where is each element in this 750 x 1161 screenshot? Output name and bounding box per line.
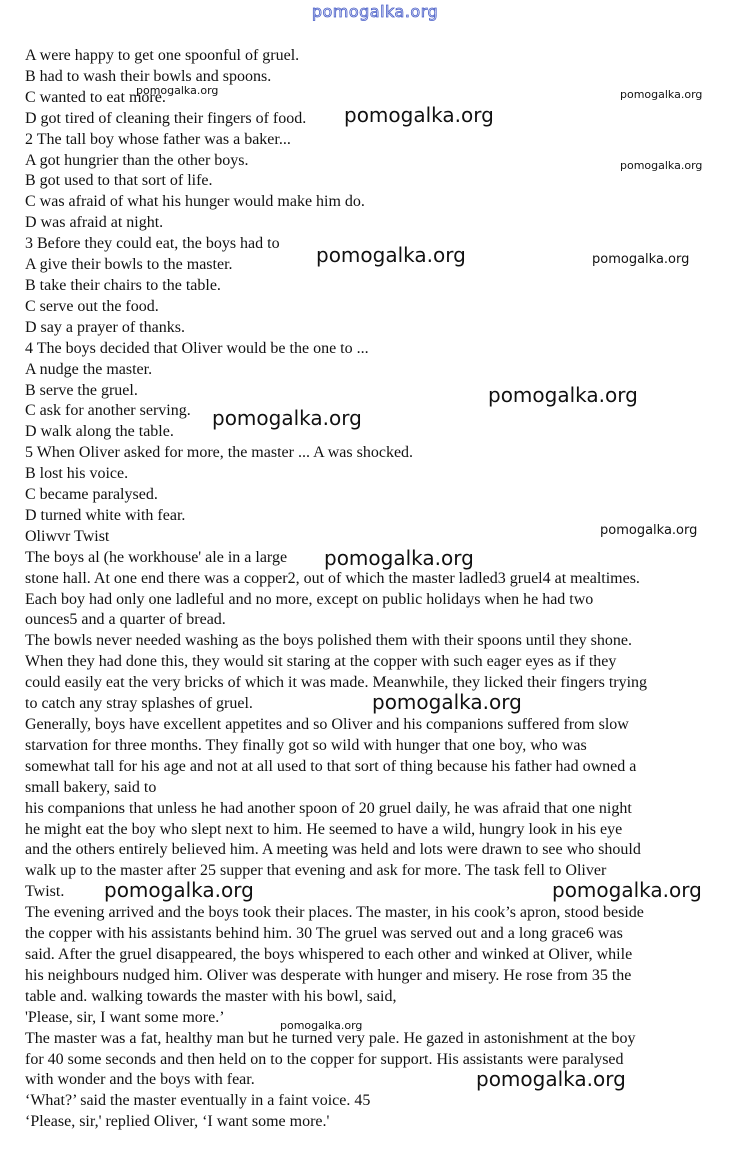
- text-line: and the others entirely believed him. A meeting was held and lots were drawn to see who should: [25, 841, 641, 859]
- watermark: pomogalka.org: [600, 523, 698, 538]
- text-line: A were happy to get one spoonful of gruel.: [25, 47, 300, 64]
- text-line: D was afraid at night.: [25, 214, 164, 232]
- watermark: pomogalka.org: [592, 252, 690, 267]
- text-line: D say a prayer of thanks.: [25, 318, 185, 336]
- text-line: B serve the gruel.: [25, 381, 138, 399]
- text-line: with wonder and the boys with fear.: [25, 1071, 255, 1089]
- text-line: ounces5 and a quarter of bread.: [25, 611, 226, 629]
- watermark: pomogalka.org: [372, 690, 522, 714]
- text-line: B lost his voice.: [25, 465, 129, 483]
- text-line: The bowls never needed washing as the boys polished them with their spoons until they shone.: [25, 632, 633, 650]
- text-line: his companions that unless he had another spoon of 20 gruel daily, he was afraid that one night: [25, 799, 632, 817]
- text-line: C ask for another serving.: [25, 402, 191, 420]
- text-line: stone hall. At one end there was a copper2, out of which the master ladled3 gruel4 at mealtimes.: [25, 569, 640, 587]
- text-line: ‘What?’ said the master eventually in a faint voice. 45: [25, 1092, 371, 1110]
- watermark: pomogalka.org: [476, 1067, 626, 1091]
- text-line: B take their chairs to the table.: [25, 276, 221, 294]
- text-line: said. After the gruel disappeared, the boys whispered to each other and winked at Oliver, while: [25, 945, 633, 963]
- text-line: starvation for three months. They finally got so wild with hunger that one boy, who was: [25, 736, 587, 754]
- text-line: his neighbours nudged him. Oliver was desperate with hunger and misery. He rose from 35 the: [25, 966, 632, 984]
- watermark: pomogalka.org: [280, 1019, 363, 1032]
- text-line: The evening arrived and the boys took their places. The master, in his cook’s apron, stood beside: [25, 904, 644, 922]
- text-line: D got tired of cleaning their fingers of food.: [25, 109, 307, 127]
- text-line: C was afraid of what his hunger would make him do.: [25, 193, 365, 211]
- text-line: The boys al (he workhouse' ale in a large: [25, 548, 288, 566]
- text-line: 4 The boys decided that Oliver would be the one to ...: [25, 339, 369, 357]
- text-line: 'Please, sir, I want some more.’: [25, 1008, 225, 1026]
- text-body: [25, 46, 737, 1133]
- text-line: for 40 some seconds and then held on to the copper for support. His assistants were paralysed: [25, 1050, 624, 1068]
- text-line: he might eat the boy who slept next to him. He seemed to have a wild, hungry look in his eye: [25, 820, 623, 838]
- header-watermark: pomogalka.org: [311, 2, 439, 21]
- text-line: could easily eat the very bricks of which it was made. Meanwhile, they licked their fingers trying: [25, 674, 648, 692]
- text-line: to catch any stray splashes of gruel.: [25, 695, 253, 713]
- text-line: D walk along the table.: [25, 423, 174, 441]
- text-line: C wanted to eat more.: [25, 88, 166, 106]
- text-line: ‘Please, sir,' replied Oliver, ‘I want some more.': [25, 1113, 330, 1131]
- story-title: Oliwvr Twist: [25, 527, 110, 545]
- watermark: pomogalka.org: [136, 84, 219, 97]
- watermark: pomogalka.org: [316, 243, 466, 267]
- text-line: Twist.: [25, 883, 65, 901]
- text-line: table and. walking towards the master with his bowl, said,: [25, 987, 397, 1005]
- text-line: 3 Before they could eat, the boys had to: [25, 235, 280, 253]
- text-line: When they had done this, they would sit staring at the copper with such eager eyes as if they: [25, 653, 617, 671]
- text-line: A nudge the master.: [25, 360, 153, 378]
- text-line: walk up to the master after 25 supper that evening and ask for more. The task fell to Oliver: [25, 862, 607, 880]
- text-line: 2 The tall boy whose father was a baker...: [25, 130, 291, 148]
- text-line: C became paralysed.: [25, 486, 158, 504]
- watermark: pomogalka.org: [324, 546, 474, 570]
- text-line: B got used to that sort of life.: [25, 172, 213, 190]
- text-line: A give their bowls to the master.: [25, 256, 233, 274]
- text-line: Each boy had only one ladleful and no more, except on public holidays when he had two: [25, 590, 594, 608]
- text-line: somewhat tall for his age and not at all used to that sort of thing because his father had owned a: [25, 757, 637, 775]
- text-line: 5 When Oliver asked for more, the master ... A was shocked.: [25, 444, 414, 462]
- text-line: The master was a fat, healthy man but he turned very pale. He gazed in astonishment at the boy: [25, 1029, 636, 1047]
- watermark: pomogalka.org: [344, 103, 494, 127]
- watermark: pomogalka.org: [620, 88, 703, 101]
- watermark: pomogalka.org: [552, 878, 702, 902]
- text-line: C serve out the food.: [25, 297, 159, 315]
- watermark: pomogalka.org: [212, 406, 362, 430]
- text-line: the copper with his assistants behind him. 30 The gruel was served out and a long grace6 was: [25, 925, 623, 943]
- watermark: pomogalka.org: [104, 878, 254, 902]
- text-line: A got hungrier than the other boys.: [25, 151, 249, 169]
- watermark: pomogalka.org: [488, 383, 638, 407]
- text-line: D turned white with fear.: [25, 506, 186, 524]
- text-line: Generally, boys have excellent appetites and so Oliver and his companions suffered from slow: [25, 716, 629, 733]
- text-line: small bakery, said to: [25, 778, 157, 796]
- watermark: pomogalka.org: [620, 159, 703, 172]
- text-line: B had to wash their bowls and spoons.: [25, 67, 272, 85]
